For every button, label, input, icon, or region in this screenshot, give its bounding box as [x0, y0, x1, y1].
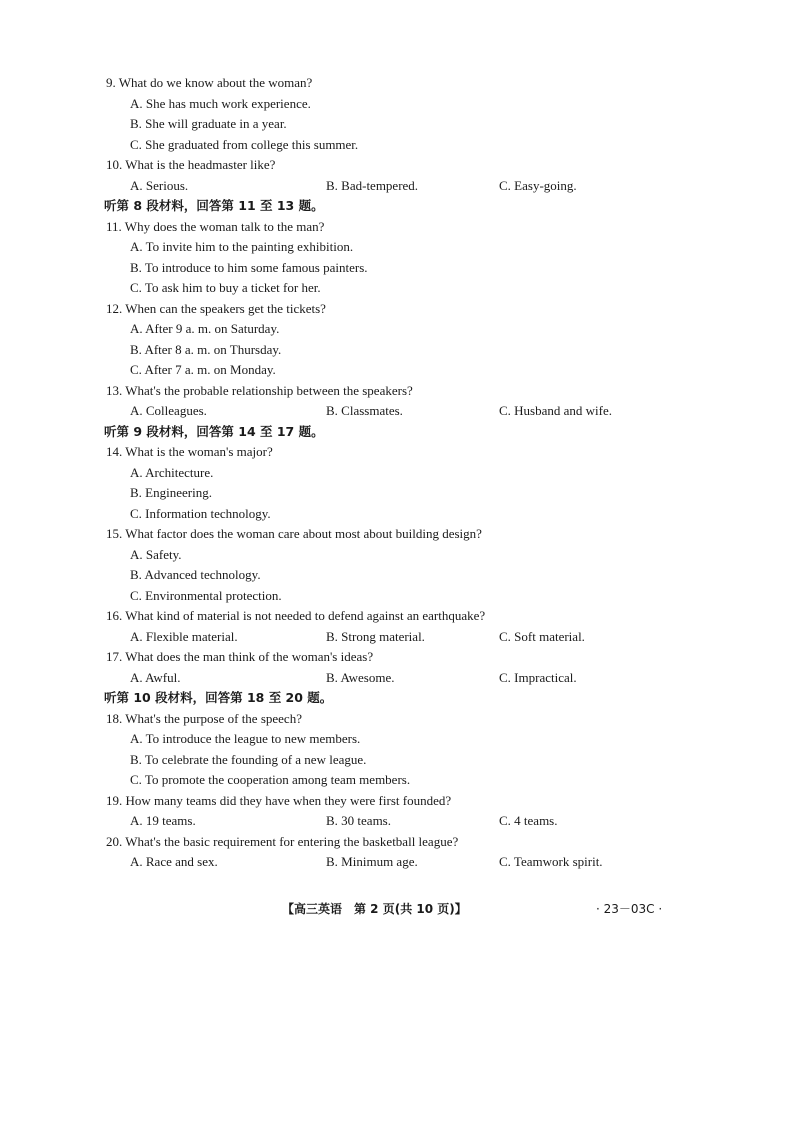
- question-stem: [106, 382, 413, 399]
- question-number: 15.: [106, 526, 123, 541]
- answer-option: C. She graduated from college this summer.: [130, 136, 359, 152]
- answer-option: A. She has much work experience.: [130, 95, 311, 111]
- answer-option: B. To celebrate the founding of a new league.: [130, 751, 367, 767]
- question-text: What's the basic requirement for entering the basketball league?: [122, 833, 459, 849]
- question-number: 10.: [106, 157, 123, 172]
- question-stem: [106, 218, 324, 235]
- question-stem: [106, 792, 451, 809]
- question-number: 11.: [106, 218, 122, 234]
- answer-option: B. Bad-tempered.: [326, 177, 419, 193]
- section-instruction: 听第 10 段材料，回答第 18 至 20 题。: [104, 690, 333, 705]
- answer-option: B. Advanced technology.: [130, 567, 261, 582]
- answer-option: B. After 8 a. m. on Thursday.: [130, 341, 282, 357]
- answer-option: B. Minimum age.: [326, 854, 418, 869]
- answer-option: A. Colleagues.: [130, 403, 207, 418]
- answer-option: A. Safety.: [130, 546, 182, 562]
- answer-option: B. Engineering.: [130, 485, 212, 500]
- page-footer-label: 【高三英语 第 2 页(共 10 页)】: [282, 902, 467, 916]
- answer-option: C. Teamwork spirit.: [499, 854, 603, 869]
- question-number: 20.: [106, 833, 123, 849]
- answer-option: C. Soft material.: [499, 628, 585, 644]
- answer-option: C. 4 teams.: [499, 813, 558, 828]
- answer-option: B. Awesome.: [326, 669, 395, 685]
- question-number: 18.: [106, 710, 123, 726]
- answer-option: B. Strong material.: [326, 628, 425, 644]
- answer-option: B. To introduce to him some famous painters.: [130, 259, 368, 275]
- question-number: 13.: [106, 382, 123, 398]
- answer-option: A. To introduce the league to new members.: [130, 731, 361, 746]
- question-text: What is the headmaster like?: [122, 157, 276, 172]
- question-stem: [106, 74, 312, 91]
- question-number: 12.: [106, 300, 123, 316]
- question-number: 9.: [106, 75, 116, 90]
- answer-option: C. Information technology.: [130, 505, 271, 521]
- answer-option: C. Husband and wife.: [499, 403, 613, 418]
- section-instruction: 听第 8 段材料，回答第 11 至 13 题。: [104, 198, 324, 213]
- answer-option: C. Environmental protection.: [130, 587, 282, 603]
- question-stem: [106, 300, 326, 317]
- question-stem: [106, 156, 275, 173]
- answer-option: A. Race and sex.: [130, 854, 218, 869]
- answer-option: A. Flexible material.: [130, 628, 238, 644]
- question-text: What is the woman's major?: [122, 444, 273, 459]
- question-text: What does the man think of the woman's ideas?: [122, 649, 374, 664]
- answer-option: C. After 7 a. m. on Monday.: [130, 362, 276, 377]
- question-stem: [106, 710, 302, 727]
- question-number: 14.: [106, 444, 123, 459]
- answer-option: A. After 9 a. m. on Saturday.: [130, 321, 280, 336]
- answer-option: B. 30 teams.: [326, 813, 391, 828]
- answer-option: A. 19 teams.: [130, 813, 196, 828]
- question-text: How many teams did they have when they were first founded?: [122, 792, 452, 808]
- answer-option: B. Classmates.: [326, 403, 403, 418]
- question-text: When can the speakers get the tickets?: [122, 300, 326, 316]
- page-footer-code: · 23－03C ·: [596, 902, 663, 916]
- question-text: What kind of material is not needed to defend against an earthquake?: [122, 608, 486, 623]
- question-text: What's the probable relationship between the speakers?: [122, 382, 413, 398]
- question-stem: [106, 525, 482, 542]
- answer-option: C. To promote the cooperation among team members.: [130, 772, 411, 787]
- question-stem: [106, 648, 373, 665]
- question-text: Why does the woman talk to the man?: [121, 218, 325, 234]
- answer-option: A. Architecture.: [130, 464, 214, 480]
- answer-option: B. She will graduate in a year.: [130, 116, 287, 131]
- question-text: What's the purpose of the speech?: [122, 710, 302, 726]
- question-text: What do we know about the woman?: [115, 75, 313, 90]
- question-stem: [106, 443, 273, 460]
- answer-option: C. To ask him to buy a ticket for her.: [130, 280, 321, 295]
- answer-option: A. Awful.: [130, 669, 181, 685]
- answer-option: A. To invite him to the painting exhibition.: [130, 239, 354, 254]
- question-number: 17.: [106, 649, 123, 664]
- answer-option: A. Serious.: [130, 177, 189, 193]
- question-text: What factor does the woman care about most about building design?: [122, 526, 482, 541]
- question-number: 19.: [106, 792, 123, 808]
- answer-option: C. Impractical.: [499, 669, 577, 685]
- section-instruction: 听第 9 段材料，回答第 14 至 17 题。: [104, 423, 324, 439]
- question-stem: [106, 607, 485, 624]
- answer-option: C. Easy-going.: [499, 177, 577, 193]
- question-number: 16.: [106, 608, 123, 623]
- question-stem: [106, 833, 458, 850]
